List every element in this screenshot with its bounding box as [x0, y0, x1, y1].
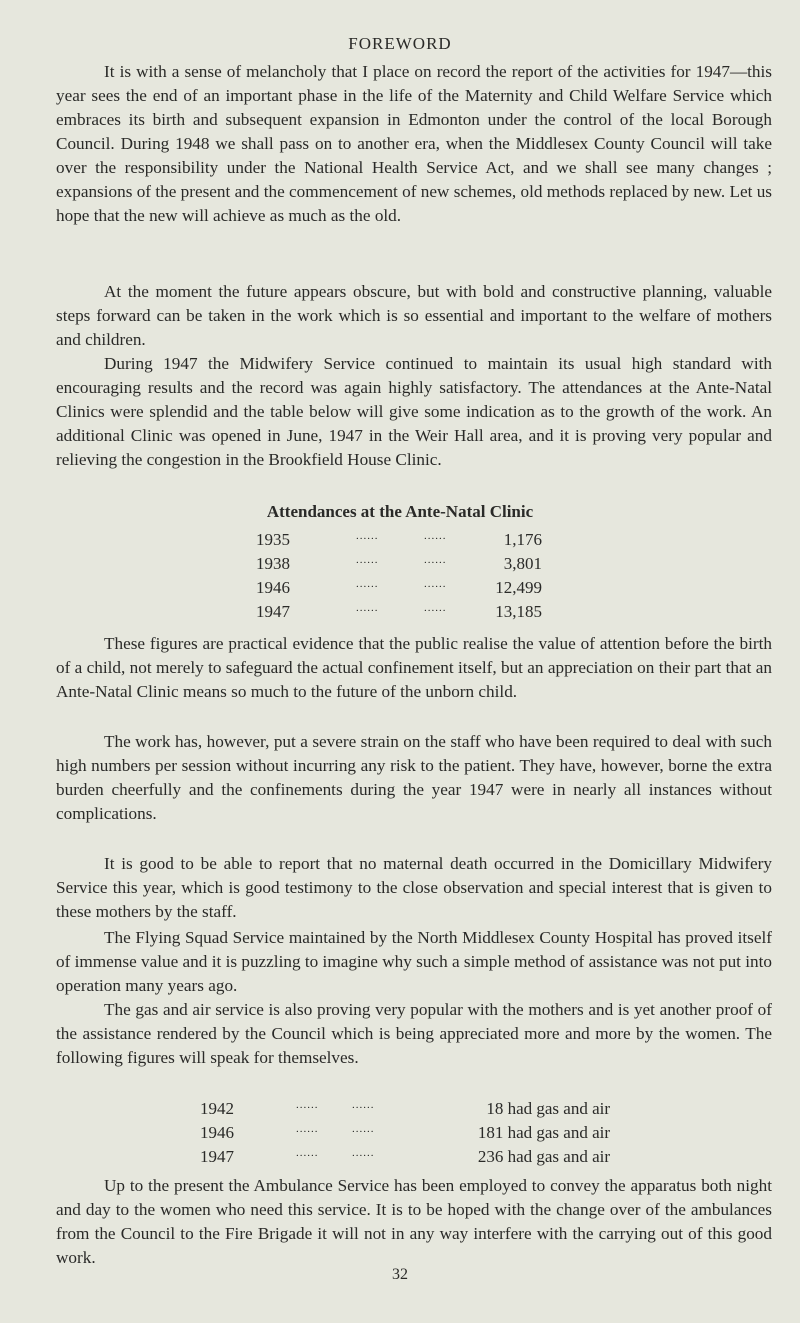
- leader-dots: ......: [356, 578, 379, 590]
- year-cell: 1942: [200, 1099, 234, 1118]
- leader-dots: ......: [356, 602, 379, 614]
- paragraph-5: The work has, however, put a severe strain on the staff who have been required to deal with such high numbers per session without incurring any risk to the patient. They have, however, borne the extra burden cheerfully and the confinements during the year 1947 were in nearly all instances without complications.: [56, 732, 772, 823]
- year-cell: 1947: [256, 602, 290, 621]
- table-row: [256, 602, 542, 626]
- table-row: [200, 1123, 610, 1147]
- paragraph-7: The Flying Squad Service maintained by the North Middlesex County Hospital has proved itself of immense value and it is puzzling to imagine why such a simple method of assistance was not put into operation many years ago.: [56, 928, 772, 995]
- paragraph-1: It is with a sense of melancholy that I place on record the report of the activities for 1947—this year sees the end of an important phase in the life of the Maternity and Child Welfare Service which embraces its birth and subsequent expansion in Edmonton under the control of the local Borough Council. During 1948 we shall pass on to another era, when the Middlesex County Council will take over the responsibility under the National Health Service Act, and we shall see many changes ; expansions of the present and the commencement of new schemes, old methods replaced by new. Let us hope that the new will achieve as much as the old.: [56, 62, 772, 225]
- table-row: [256, 578, 542, 602]
- paragraph-2: At the moment the future appears obscure, but with bold and constructive planning, valuable steps forward can be taken in the work which is so essential and important to the welfare of mothers and children.: [56, 282, 772, 349]
- table-row: [256, 530, 542, 554]
- leader-dots: ......: [424, 530, 447, 542]
- leader-dots: ......: [296, 1147, 319, 1159]
- leader-dots: ......: [352, 1147, 375, 1159]
- paragraph-9: Up to the present the Ambulance Service has been employed to convey the apparatus both night and day to the women who need this service. It is to be hoped with the change over of the ambulances from the Council to the Fire Brigade it will not in any way interfere with the carrying out of this good work.: [56, 1176, 772, 1267]
- year-cell: 1946: [200, 1123, 234, 1142]
- paragraph-3: During 1947 the Midwifery Service continued to maintain its usual high standard with encouraging results and the record was again highly satisfactory. The attendances at the Ante-Natal Clinics were splendid and the table below will give some indication as to the growth of the work. An additional Clinic was opened in June, 1947 in the Weir Hall area, and it is proving very popular and relieving the congestion in the Brookfield House Clinic.: [56, 354, 772, 469]
- value-cell: 13,185: [495, 602, 542, 621]
- value-cell: 3,801: [503, 554, 542, 573]
- leader-dots: ......: [352, 1123, 375, 1135]
- table-row: [256, 554, 542, 578]
- leader-dots: ......: [356, 554, 379, 566]
- value-cell: 1,176: [503, 530, 542, 549]
- leader-dots: ......: [296, 1099, 319, 1111]
- year-cell: 1935: [256, 530, 290, 549]
- value-cell: 18 had gas and air: [486, 1099, 610, 1118]
- leader-dots: ......: [424, 578, 447, 590]
- leader-dots: ......: [424, 602, 447, 614]
- year-cell: 1947: [200, 1147, 234, 1166]
- value-cell: 12,499: [495, 578, 542, 597]
- value-cell: 236 had gas and air: [477, 1147, 610, 1166]
- leader-dots: ......: [296, 1123, 319, 1135]
- page-heading: FOREWORD: [348, 34, 452, 53]
- leader-dots: ......: [424, 554, 447, 566]
- paragraph-8: The gas and air service is also proving very popular with the mothers and is yet another proof of the assistance rendered by the Council which is being appreciated more and more by the women. The following figures will speak for themselves.: [56, 1000, 772, 1067]
- antenatal-table-title: Attendances at the Ante-Natal Clinic: [266, 502, 534, 521]
- page-number: 32: [392, 1266, 408, 1283]
- year-cell: 1946: [256, 578, 290, 597]
- table-row: [200, 1147, 610, 1171]
- value-cell: 181 had gas and air: [477, 1123, 610, 1142]
- leader-dots: ......: [352, 1099, 375, 1111]
- year-cell: 1938: [256, 554, 290, 573]
- paragraph-6: It is good to be able to report that no maternal death occurred in the Domicillary Midwifery Service this year, which is good testimony to the close observation and special interest that is given to these mothers by the staff.: [56, 854, 772, 921]
- table-row: [200, 1099, 610, 1123]
- paragraph-4: These figures are practical evidence that the public realise the value of attention before the birth of a child, not merely to safeguard the actual confinement itself, but an appreciation on their part that an Ante-Natal Clinic means so much to the future of the unborn child.: [56, 634, 772, 701]
- leader-dots: ......: [356, 530, 379, 542]
